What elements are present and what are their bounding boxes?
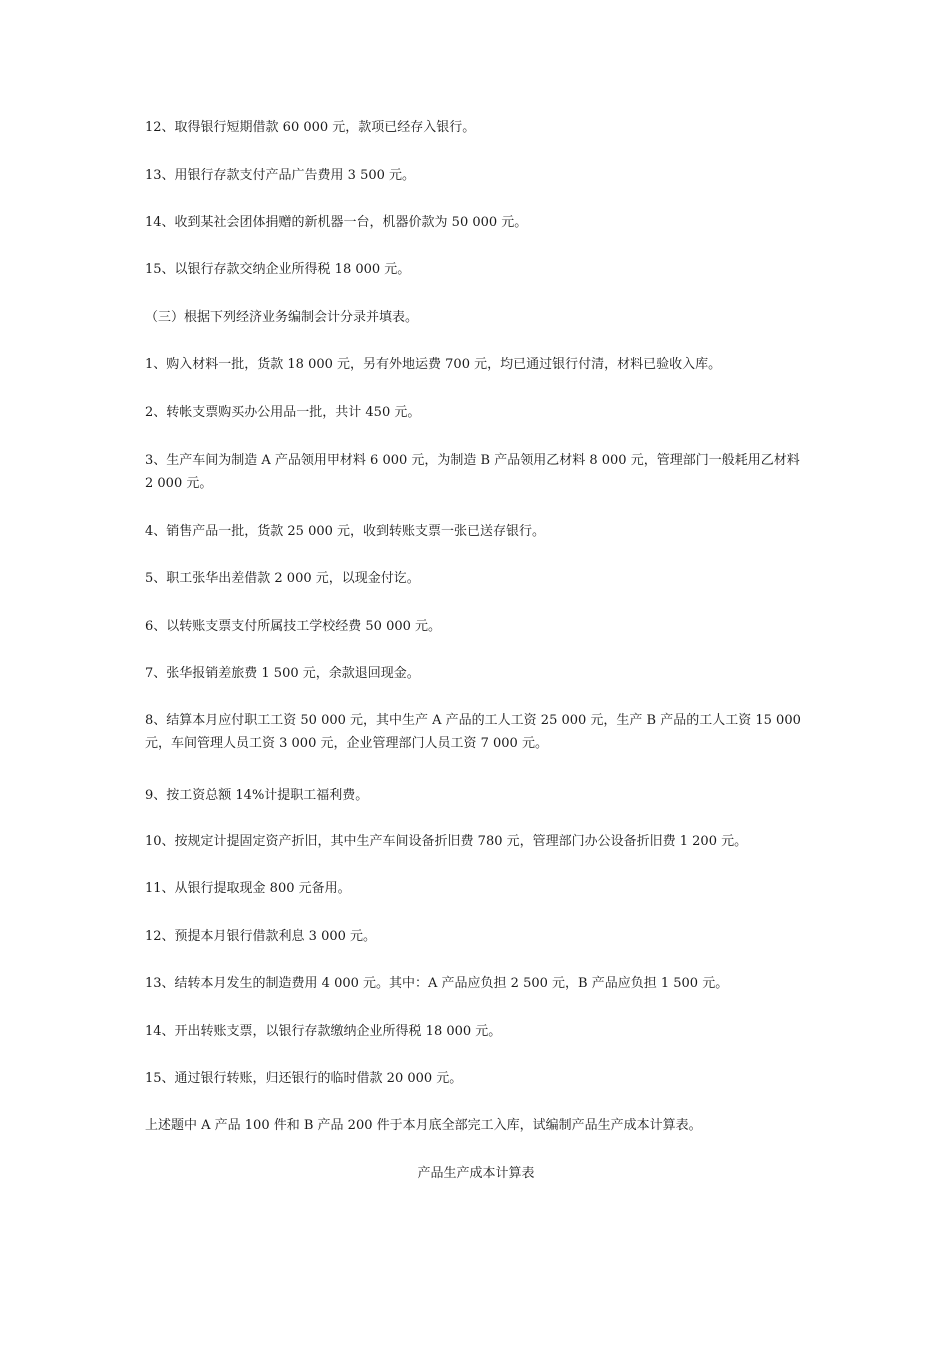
list-item: 7、张华报销差旅费 1 500 元，余款退回现金。 bbox=[145, 666, 420, 681]
list-item: 5、职工张华出差借款 2 000 元，以现金付讫。 bbox=[145, 571, 420, 586]
list-item: 4、销售产品一批，货款 25 000 元，收到转账支票一张已送存银行。 bbox=[145, 524, 546, 539]
list-item: 15、通过银行转账，归还银行的临时借款 20 000 元。 bbox=[145, 1071, 463, 1086]
paragraph-item-14: 14、收到某社会团体捐赠的新机器一台，机器价款为 50 000 元。 bbox=[145, 215, 528, 230]
list-item: 14、开出转账支票，以银行存款缴纳企业所得税 18 000 元。 bbox=[145, 1024, 502, 1039]
list-item: 6、以转账支票支付所属技工学校经费 50 000 元。 bbox=[145, 619, 442, 634]
section-heading: （三）根据下列经济业务编制会计分录并填表。 bbox=[145, 310, 419, 325]
list-item: 8、结算本月应付职工工资 50 000 元，其中生产 A 产品的工人工资 25 000 元，生产 B 产品的工人工资 15 000 元，车间管理人员工资 3 000 元，企业管理部门人员工资 7 000 元。 bbox=[145, 713, 801, 751]
list-item: 2、转帐支票购买办公用品一批，共计 450 元。 bbox=[145, 405, 421, 420]
list-item: 9、按工资总额 14%计提职工福利费。 bbox=[145, 788, 369, 803]
list-item: 3、生产车间为制造 A 产品领用甲材料 6 000 元，为制造 B 产品领用乙材料 8 000 元，管理部门一般耗用乙材料 2 000 元。 bbox=[145, 453, 800, 491]
list-item: 10、按规定计提固定资产折旧，其中生产车间设备折旧费 780 元，管理部门办公设备折旧费 1 200 元。 bbox=[145, 834, 748, 849]
paragraph-item-12: 12、取得银行短期借款 60 000 元，款项已经存入银行。 bbox=[145, 120, 476, 135]
table-title: 产品生产成本计算表 bbox=[417, 1166, 535, 1181]
list-item: 12、预提本月银行借款利息 3 000 元。 bbox=[145, 929, 377, 944]
closing-note: 上述题中 A 产品 100 件和 B 产品 200 件于本月底全部完工入库，试编制产品生产成本计算表。 bbox=[145, 1118, 702, 1133]
list-item: 11、从银行提取现金 800 元备用。 bbox=[145, 881, 351, 896]
paragraph-item-13: 13、用银行存款支付产品广告费用 3 500 元。 bbox=[145, 168, 416, 183]
paragraph-item-15: 15、以银行存款交纳企业所得税 18 000 元。 bbox=[145, 262, 411, 277]
list-item: 13、结转本月发生的制造费用 4 000 元。其中：A 产品应负担 2 500 元，B 产品应负担 1 500 元。 bbox=[145, 976, 729, 991]
list-item: 1、购入材料一批，货款 18 000 元，另有外地运费 700 元，均已通过银行付清，材料已验收入库。 bbox=[145, 357, 722, 372]
